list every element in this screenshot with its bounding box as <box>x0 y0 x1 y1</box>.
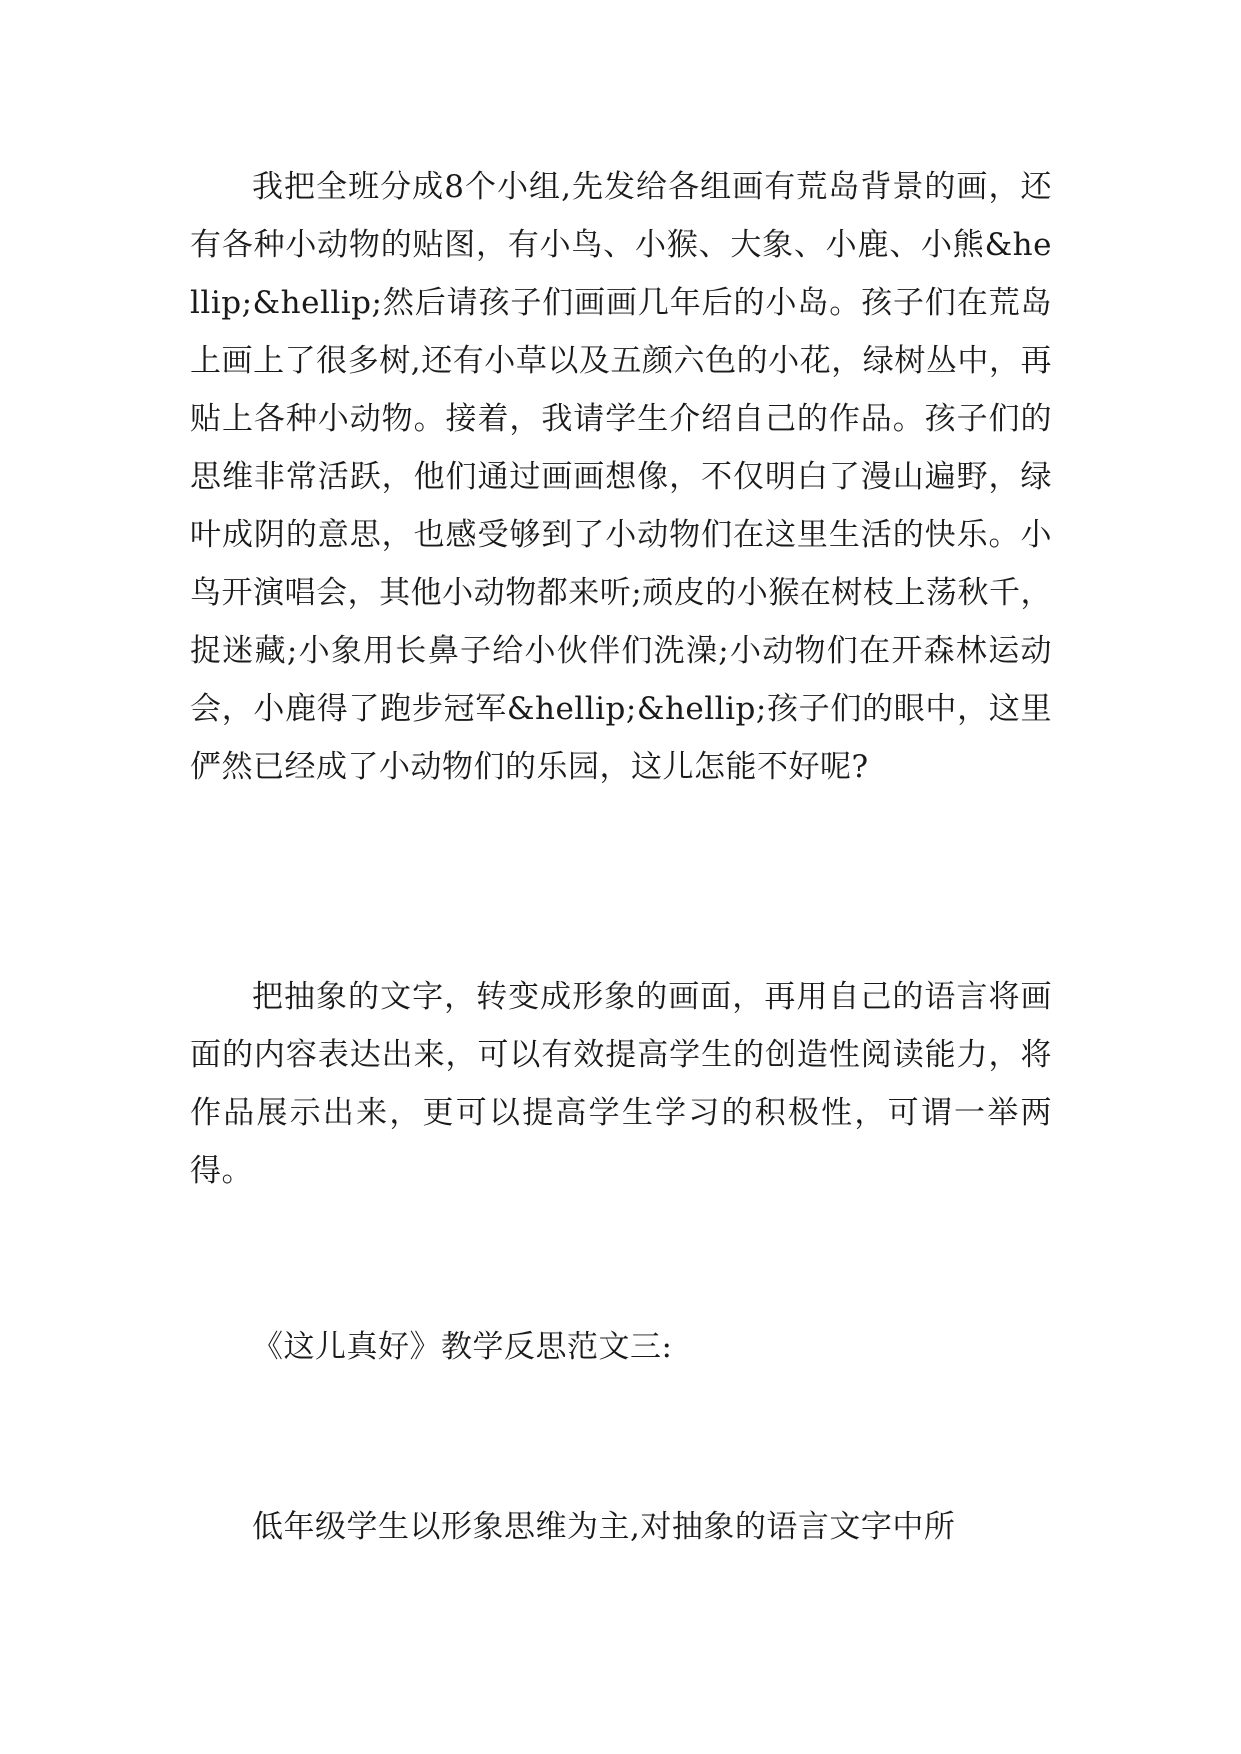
paragraph-abstract-to-image: 把抽象的文字，转变成形象的画面，再用自己的语言将画面的内容表达出来，可以有效提高学生的创造性阅读能力，将作品展示出来，更可以提高学生学习的积极性，可谓一举两得。 <box>190 979 1052 1189</box>
paragraph-island-drawing: 我把全班分成8个小组,先发给各组画有荒岛背景的画，还有各种小动物的贴图，有小鸟、小猴、大象、小鹿、小熊&hellip;&hellip;然后请孩子们画画几年后的小岛。孩子们在荒岛上画上了很多树,还有小草以及五颜六色的小花，绿树丛中，再贴上各种小动物。接着，我请学生介绍自己的作品。孩子们的思维非常活跃，他们通过画画想像，不仅明白了漫山遍野，绿叶成阴的意思，也感受够到了小动物们在这里生活的快乐。小鸟开演唱会，其他小动物都来听;顽皮的小猴在树枝上荡秋千，捉迷藏;小象用长鼻子给小伙伴们洗澡;小动物们在开森林运动会，小鹿得了跑步冠军&hellip;&hellip;孩子们的眼中，这里俨然已经成了小动物们的乐园，这儿怎能不好呢? <box>190 169 1052 785</box>
paragraph-low-grade-students: 低年级学生以形象思维为主,对抽象的语言文字中所 <box>252 1509 956 1545</box>
section-heading: 《这儿真好》教学反思范文三: <box>252 1329 673 1365</box>
